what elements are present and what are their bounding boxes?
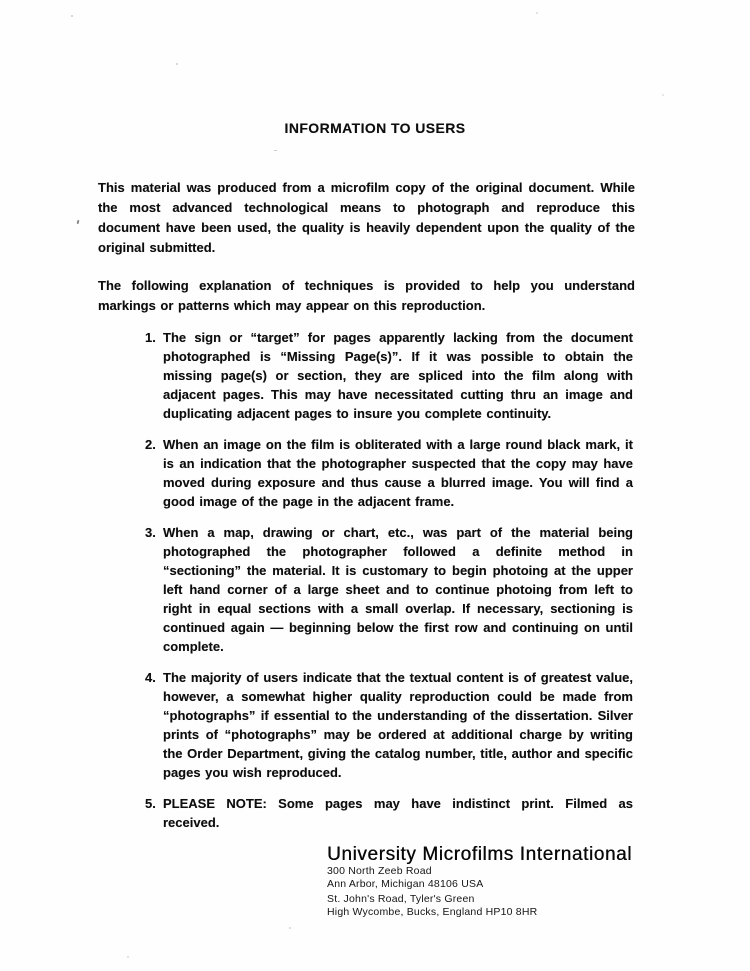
list-item-text: When an image on the film is obliterated with a large round black mark, it is an indication that the photographer suspected that the copy may have moved during exposure and thus cause a blurred image. You will find a good image of the page in the adjacent frame.: [163, 437, 633, 509]
page-title: INFORMATION TO USERS: [284, 120, 466, 136]
list-item-text: PLEASE NOTE: Some pages may have indistinct print. Filmed as received.: [163, 796, 633, 830]
scan-speck: [77, 220, 80, 224]
scan-speck: [127, 956, 129, 958]
list-item: [145, 523, 633, 656]
list-item: [145, 328, 633, 423]
publisher-name: University Microfilms International: [327, 844, 633, 865]
list-item: [145, 435, 633, 511]
intro-paragraph-1: This material was produced from a microfilm copy of the original document. While the most advanced technological means to photograph and reproduce this document have been used, the quality is heavily dependent upon the quality of the original submitted.: [98, 180, 635, 255]
publisher-address-line: Ann Arbor, Michigan 48106 USA: [327, 877, 484, 890]
scan-speck: [71, 15, 73, 17]
list-item: [145, 794, 633, 832]
scan-speck: [289, 927, 291, 929]
list-item-number: 4.: [145, 670, 156, 685]
intro-paragraph-2: The following explanation of techniques is provided to help you understand markings or patterns which may appear on this reproduction.: [98, 278, 635, 313]
list-item-number: 3.: [145, 525, 156, 540]
list-item-number: 2.: [145, 437, 156, 452]
list-item-number: 5.: [145, 796, 156, 811]
scan-speck: [176, 63, 178, 65]
list-item: [145, 668, 633, 782]
notes-list: [145, 328, 633, 832]
list-item-number: 1.: [145, 330, 156, 345]
scan-speck: [274, 150, 277, 151]
publisher-address-line: St. John's Road, Tyler's Green: [327, 893, 475, 905]
list-item-text: The sign or “target” for pages apparently lacking from the document photographed is “Missing Page(s)”. If it was possible to obtain the missing page(s) or section, they are spliced into the film along with adjacent pages. This may have necessitated cutting thru an image and duplicating adjacent pages to insure you complete continuity.: [163, 330, 633, 421]
list-item-text: The majority of users indicate that the textual content is of greatest value, however, a somewhat higher quality reproduction could be made from “photographs” if essential to the understanding of the dissertation. Silver prints of “photographs” may be ordered at additional charge by writing the Order Department, giving the catalog number, title, author and specific pages you wish reproduced.: [163, 670, 633, 780]
publisher-address-line: 300 North Zeeb Road: [327, 865, 432, 877]
scan-speck: [662, 94, 664, 96]
publisher-block: [327, 844, 750, 918]
publisher-address-line: High Wycombe, Bucks, England HP10 8HR: [327, 905, 538, 918]
list-item-text: When a map, drawing or chart, etc., was part of the material being photographed the photographer followed a definite method in “sectioning” the material. It is customary to begin photoing at the upper left hand corner of a large sheet and to continue photoing from left to right in equal sections with a small overlap. If necessary, sectioning is continued again — beginning below the first row and continuing on until complete.: [163, 525, 633, 654]
scan-speck: [536, 12, 538, 14]
